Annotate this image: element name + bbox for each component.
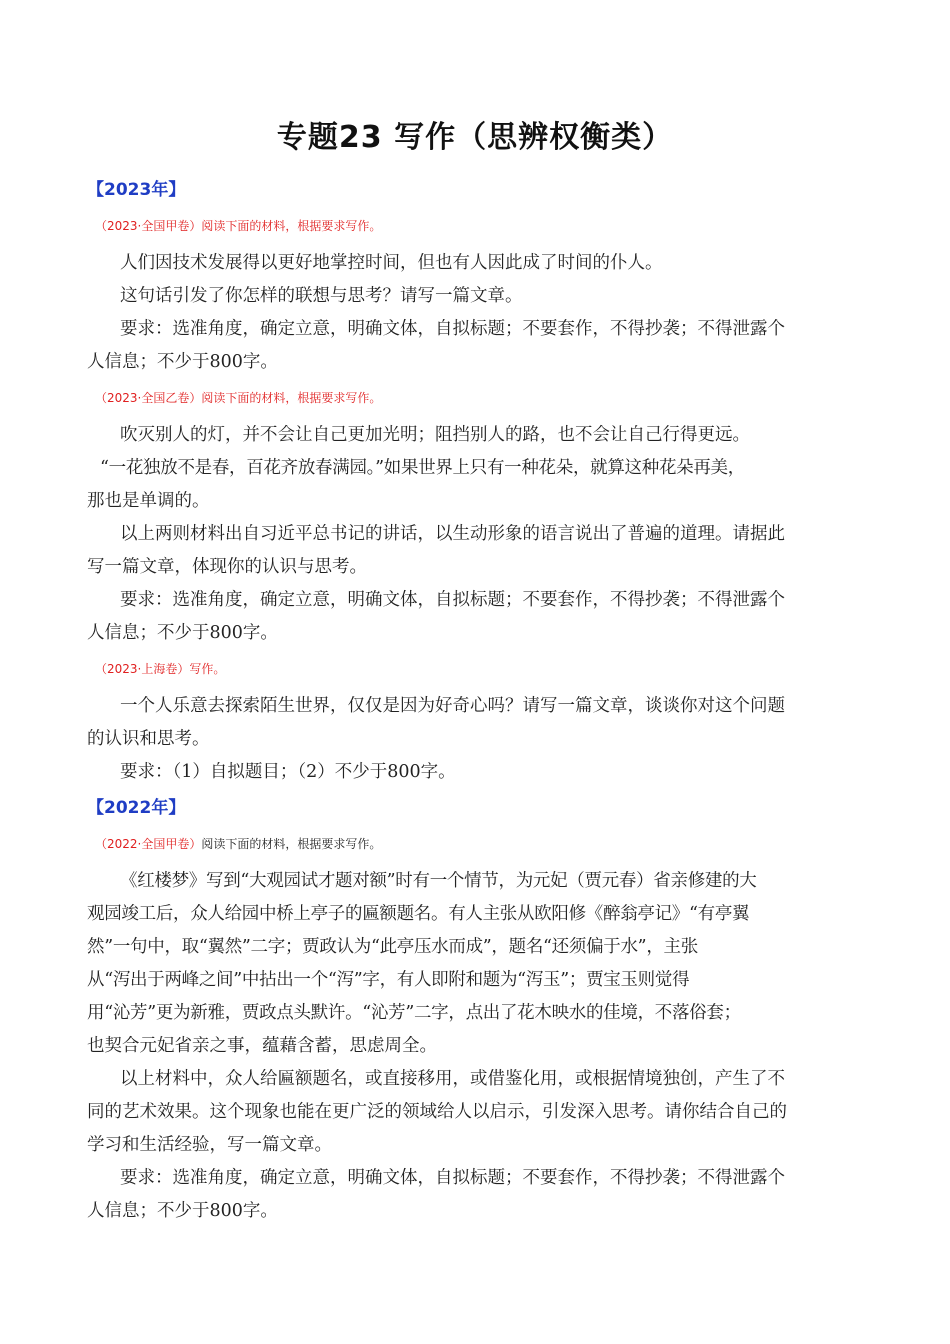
paragraph-line: 要求：（1）自拟题目；（2）不少于800字。 bbox=[120, 762, 456, 782]
paragraph-line: 学习和生活经验，写一篇文章。 bbox=[87, 1135, 332, 1155]
paragraph-line: 要求：选准角度，确定立意，明确文体，自拟标题；不要套作，不得抄袭；不得泄露个 bbox=[120, 319, 785, 339]
paragraph-line: 同的艺术效果。这个现象也能在更广泛的领域给人以启示，引发深入思考。请你结合自己的 bbox=[87, 1102, 787, 1122]
paragraph-line: 人们因技术发展得以更好地掌控时间，但也有人因此成了时间的仆人。 bbox=[120, 253, 663, 273]
paragraph-line: 观园竣工后，众人给园中桥上亭子的匾额题名。有人主张从欧阳修《醉翁亭记》“有亭翼 bbox=[87, 904, 750, 924]
question-prompt: 写作。 bbox=[189, 662, 226, 676]
year-heading-2023: 【2023年】 bbox=[87, 180, 186, 200]
paragraph-line: 一个人乐意去探索陌生世界，仅仅是因为好奇心吗？请写一篇文章，谈谈你对这个问题 bbox=[120, 696, 785, 716]
paragraph-line: 人信息；不少于800字。 bbox=[87, 1201, 278, 1221]
paragraph-line: 那也是单调的。 bbox=[87, 491, 210, 511]
paragraph-line: 从“泻出于两峰之间”中拈出一个“泻”字，有人即附和题为“泻玉”；贾宝玉则觉得 bbox=[87, 970, 690, 990]
paragraph-line: 也契合元妃省亲之事，蕴藉含蓄，思虑周全。 bbox=[87, 1036, 437, 1056]
question-prompt: 阅读下面的材料，根据要求写作。 bbox=[201, 219, 382, 233]
paragraph-line: 然”一句中，取“翼然”二字；贾政认为“此亭压水而成”，题名“还须偏于水”，主张 bbox=[87, 937, 698, 957]
paragraph-line: 以上材料中，众人给匾额题名，或直接移用，或借鉴化用，或根据情境独创，产生了不 bbox=[120, 1069, 785, 1089]
question-header bbox=[95, 214, 875, 238]
paragraph-line: 吹灭别人的灯，并不会让自己更加光明；阻挡别人的路，也不会让自己行得更远。 bbox=[120, 425, 750, 445]
paragraph-line: 以上两则材料出自习近平总书记的讲话，以生动形象的语言说出了普遍的道理。请据此 bbox=[120, 524, 785, 544]
paragraph-line: 这句话引发了你怎样的联想与思考？请写一篇文章。 bbox=[120, 286, 523, 306]
question-source: （2023·全国甲卷） bbox=[95, 219, 202, 233]
paragraph-line: 的认识和思考。 bbox=[87, 729, 210, 749]
year-heading-2022: 【2022年】 bbox=[87, 798, 186, 818]
question-source: （2022·全国甲卷） bbox=[95, 837, 202, 851]
paragraph-line: “一花独放不是春，百花齐放春满园。”如果世界上只有一种花朵，就算这种花朵再美， bbox=[100, 458, 745, 478]
paragraph-line: 要求：选准角度，确定立意，明确文体，自拟标题；不要套作，不得抄袭；不得泄露个 bbox=[120, 590, 785, 610]
paragraph-line: 要求：选准角度，确定立意，明确文体，自拟标题；不要套作，不得抄袭；不得泄露个 bbox=[120, 1168, 785, 1188]
paragraph-line: 《红楼梦》写到“大观园试才题对额”时有一个情节，为元妃（贾元春）省亲修建的大 bbox=[120, 871, 757, 891]
question-header bbox=[95, 657, 875, 681]
question-prompt: 阅读下面的材料，根据要求写作。 bbox=[201, 391, 382, 405]
question-header bbox=[95, 386, 875, 410]
question-header bbox=[95, 832, 875, 856]
paragraph-line: 写一篇文章，体现你的认识与思考。 bbox=[87, 557, 367, 577]
paragraph-line: 人信息；不少于800字。 bbox=[87, 352, 278, 372]
paragraph-line: 人信息；不少于800字。 bbox=[87, 623, 278, 643]
page-title: 专题23 写作（思辨权衡类） bbox=[276, 120, 674, 155]
paragraph-line: 用“沁芳”更为新雅，贾政点头默许。“沁芳”二字，点出了花木映水的佳境，不落俗套； bbox=[87, 1003, 741, 1023]
question-prompt: 阅读下面的材料，根据要求写作。 bbox=[201, 837, 382, 851]
question-source: （2023·上海卷） bbox=[95, 662, 190, 676]
question-source: （2023·全国乙卷） bbox=[95, 391, 202, 405]
